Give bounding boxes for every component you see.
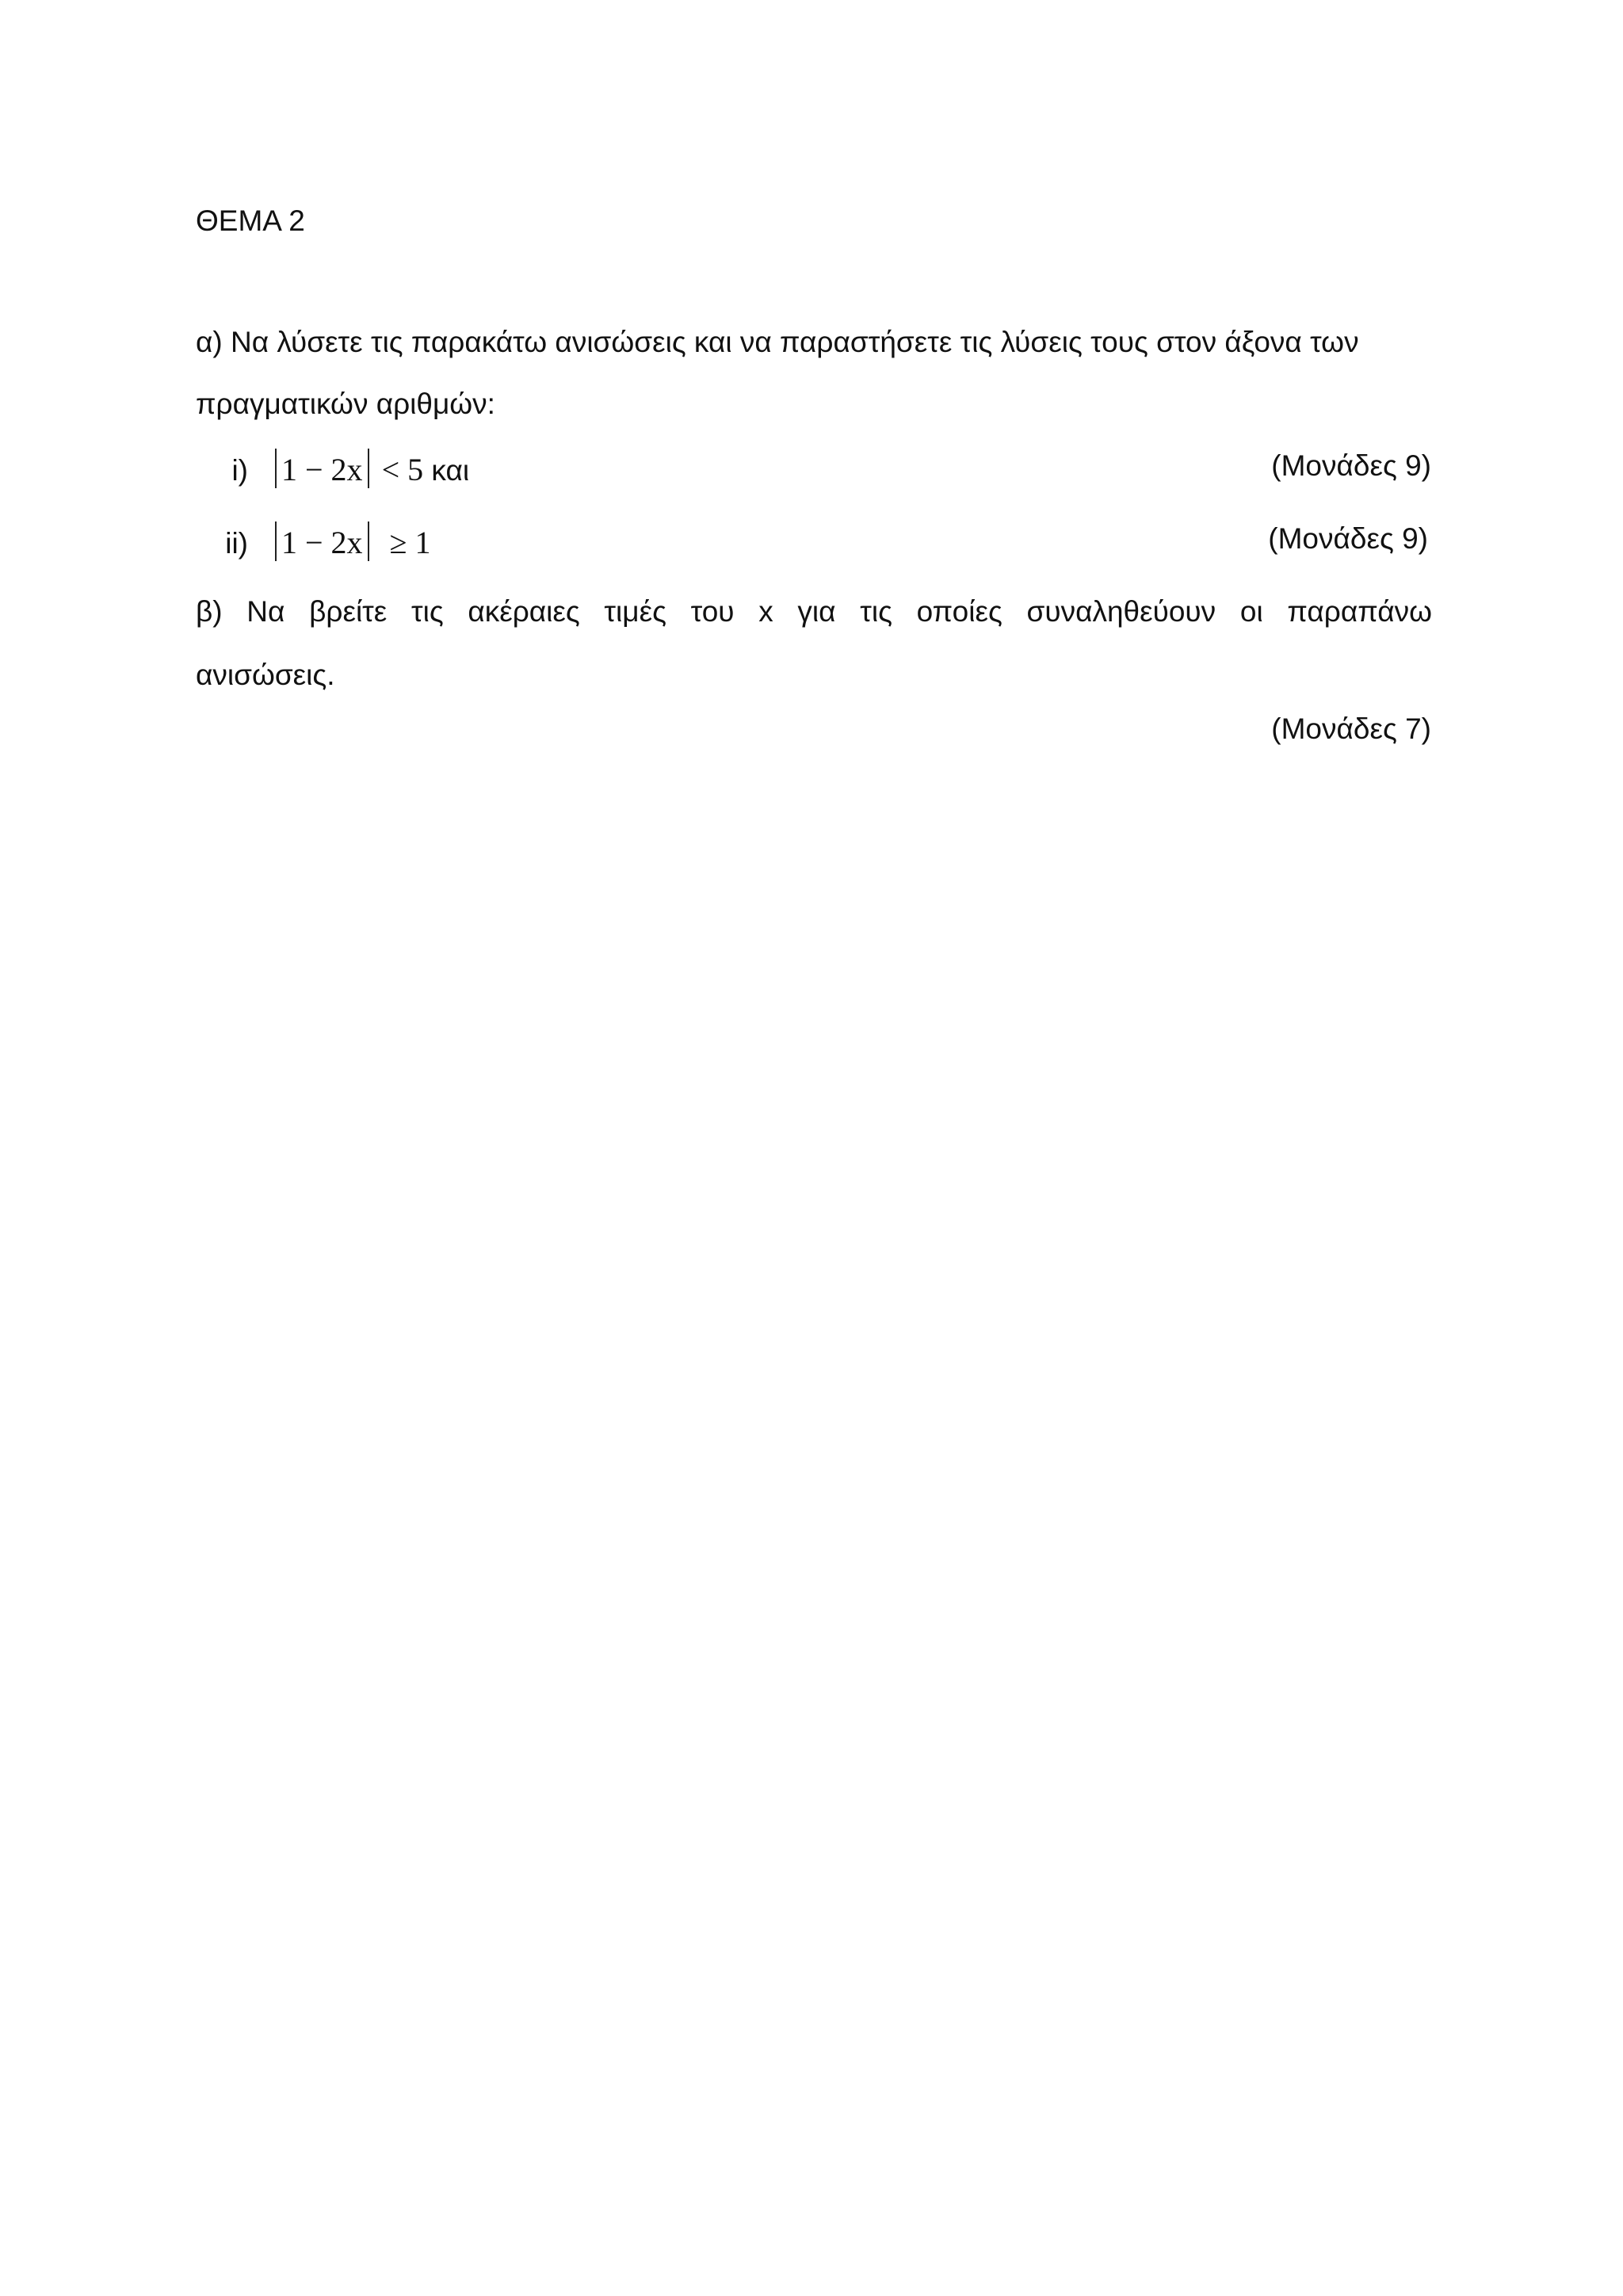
item-i-suffix: και: [431, 454, 470, 487]
part-b-points: (Μονάδες 7): [1271, 712, 1431, 745]
item-ii-points: (Μονάδες 9): [1268, 522, 1428, 555]
absolute-value-bar-right: [368, 449, 369, 488]
part-b-text-line-1: β) Να βρείτε τις ακέραιες τιμές του x για τις οποίες συναληθεύουν οι παραπάνω: [196, 595, 1432, 628]
item-i: [196, 449, 469, 489]
item-i-expression-inner: 1 − 2x: [281, 452, 363, 487]
item-ii-expression-inner: 1 − 2x: [281, 525, 363, 560]
item-ii: [196, 521, 431, 562]
item-i-points: (Μονάδες 9): [1271, 449, 1431, 482]
absolute-value-bar-left: [275, 449, 277, 488]
item-ii-label: ii): [225, 527, 248, 560]
page-heading: ΘΕΜΑ 2: [196, 204, 305, 237]
item-i-expression: [270, 452, 423, 487]
absolute-value-bar-left: [275, 521, 277, 561]
part-a-text-line-2: πραγματικών αριθμών:: [196, 388, 495, 420]
item-ii-expression: [270, 525, 431, 560]
item-i-label: i): [231, 454, 248, 487]
item-ii-relation: ≥ 1: [389, 525, 431, 560]
absolute-value-bar-right: [368, 521, 369, 561]
part-a-text-line-1: α) Να λύσετε τις παρακάτω ανισώσεις και να παραστήσετε τις λύσεις τους στον άξονα των: [196, 326, 1359, 358]
item-i-relation: < 5: [381, 452, 424, 487]
part-b-text-line-2: ανισώσεις.: [196, 659, 335, 691]
